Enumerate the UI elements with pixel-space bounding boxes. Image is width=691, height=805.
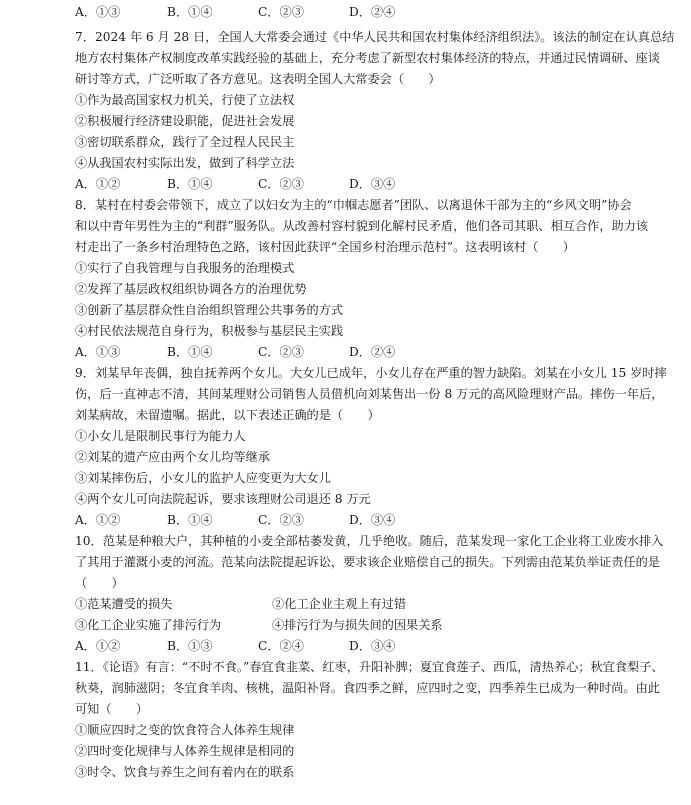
answer-option-c: C．②④ xyxy=(258,639,304,653)
q9-item-2: ②刘某的遗产应由两个女儿均等继承 xyxy=(75,450,270,464)
q10-item-1: ①范某遭受的损失 xyxy=(75,597,173,611)
answer-row-top xyxy=(75,4,635,20)
q10-stem-line-1: 10．范某是种粮大户，其种植的小麦全部枯萎发黄，几乎绝收。随后，范某发现一家化工企业将工业废水排入 xyxy=(75,534,664,548)
q10-item-4: ④排污行为与损失间的因果关系 xyxy=(272,618,443,632)
q7-stem-line-3: 研讨等方式，广泛听取了各方意见。这表明全国人大常委会（ ） xyxy=(75,72,441,86)
answer-option-c: C．②③ xyxy=(258,177,304,191)
answer-option-a: A．①② xyxy=(75,177,121,191)
q8-stem-line-1: 8．某村在村委会带领下，成立了以妇女为主的“巾帼志愿者”团队、以离退休干部为主的“乡风文明”协会 xyxy=(75,198,632,212)
q7-item-1: ①作为最高国家权力机关，行使了立法权 xyxy=(75,93,295,107)
q9-item-4: ④两个女儿可向法院起诉，要求该理财公司退还 8 万元 xyxy=(75,492,371,506)
answer-option-b: B．①④ xyxy=(167,5,213,19)
q10-item-2: ②化工企业主观上有过错 xyxy=(272,597,407,611)
answer-option-b: B．①④ xyxy=(167,177,213,191)
q7-item-4: ④从我国农村实际出发，做到了科学立法 xyxy=(75,156,295,170)
answer-option-a: A．①② xyxy=(75,639,121,653)
q9-stem-line-1: 9．刘某早年丧偶，独自抚养两个女儿。大女儿已成年，小女儿存在严重的智力缺陷。刘某在小女儿 15 岁时摔 xyxy=(75,366,667,380)
q10-stem-line-3: （ ） xyxy=(75,576,124,590)
q11-stem-line-3: 可知（ ） xyxy=(75,702,149,716)
q8-item-1: ①实行了自我管理与自我服务的治理模式 xyxy=(75,261,295,275)
q8-item-4: ④村民依法规范自身行为，积极参与基层民主实践 xyxy=(75,324,344,338)
q10-item-3: ③化工企业实施了排污行为 xyxy=(75,618,222,632)
answer-option-a: A．①③ xyxy=(75,5,121,19)
q11-stem-line-1: 11．《论语》有言：“不时不食。”春宜食韭菜、红枣，升阳补脾；夏宜食莲子、西瓜，清热养心；秋宜食梨子、 xyxy=(75,660,664,674)
answer-option-a: A．①③ xyxy=(75,345,121,359)
answer-option-d: D．③④ xyxy=(349,639,396,653)
q9-item-3: ③刘某摔伤后，小女儿的监护人应变更为大女儿 xyxy=(75,471,331,485)
answer-option-d: D．③④ xyxy=(349,513,396,527)
q11-item-2: ②四时变化规律与人体养生规律是相同的 xyxy=(75,744,295,758)
q10-items-row-2 xyxy=(75,617,635,633)
q7-stem-line-1: 7．2024 年 6 月 28 日，全国人大常委会通过《中华人民共和国农村集体经济组织法》。该法的制定在认真总结 xyxy=(75,30,675,44)
answer-option-b: B．①④ xyxy=(167,513,213,527)
q10-answer-row xyxy=(75,638,635,654)
q8-answer-row xyxy=(75,344,635,360)
q9-stem-line-2: 伤，后一直神志不清，其间某理财公司销售人员借机向刘某售出一份 8 万元的高风险理财产品。摔伤一年后， xyxy=(75,387,664,401)
q9-answer-row xyxy=(75,512,635,528)
q7-stem-line-2: 地方农村集体产权制度改革实践经验的基础上，充分考虑了新型农村集体经济的特点，并通过民情调研、座谈 xyxy=(75,51,660,65)
q8-stem-line-2: 和以中青年男性为主的“利群”服务队。从改善村容村貌到化解村民矛盾，他们各司其职、相互合作，助力该 xyxy=(75,219,649,233)
answer-option-c: C．②③ xyxy=(258,5,304,19)
q9-item-1: ①小女儿是限制民事行为能力人 xyxy=(75,429,246,443)
q7-answer-row xyxy=(75,176,635,192)
answer-option-b: B．①③ xyxy=(167,639,213,653)
q11-item-3: ③时令、饮食与养生之间有着内在的联系 xyxy=(75,765,295,779)
answer-option-b: B．①④ xyxy=(167,345,213,359)
answer-option-c: C．②③ xyxy=(258,345,304,359)
q11-item-1: ①顺应四时之变的饮食符合人体养生规律 xyxy=(75,723,295,737)
q11-stem-line-2: 秋葵，润肺滋阴；冬宜食羊肉、核桃，温阳补肾。食四季之鲜，应四时之变，四季养生已成为一种时尚。由此 xyxy=(75,681,660,695)
answer-option-d: D．②④ xyxy=(349,5,396,19)
answer-option-a: A．①② xyxy=(75,513,121,527)
q9-stem-line-3: 刘某病故，未留遗嘱。据此，以下表述正确的是（ ） xyxy=(75,408,380,422)
q10-stem-line-2: 了其用于灌溉小麦的河流。范某向法院提起诉讼，要求该企业赔偿自己的损失。下列需由范某负举证责任的是 xyxy=(75,555,660,569)
q8-item-2: ②发挥了基层政权组织协调各方的治理优势 xyxy=(75,282,307,296)
q10-items-row-1 xyxy=(75,596,635,612)
answer-option-d: D．③④ xyxy=(349,177,396,191)
q8-item-3: ③创新了基层群众性自治组织管理公共事务的方式 xyxy=(75,303,344,317)
q7-item-3: ③密切联系群众，践行了全过程人民民主 xyxy=(75,135,295,149)
answer-option-d: D．②④ xyxy=(349,345,396,359)
q8-stem-line-3: 村走出了一条乡村治理特色之路，该村因此获评“全国乡村治理示范村”。这表明该村（ ） xyxy=(75,240,575,254)
answer-option-c: C．②③ xyxy=(258,513,304,527)
q7-item-2: ②积极履行经济建设职能，促进社会发展 xyxy=(75,114,295,128)
